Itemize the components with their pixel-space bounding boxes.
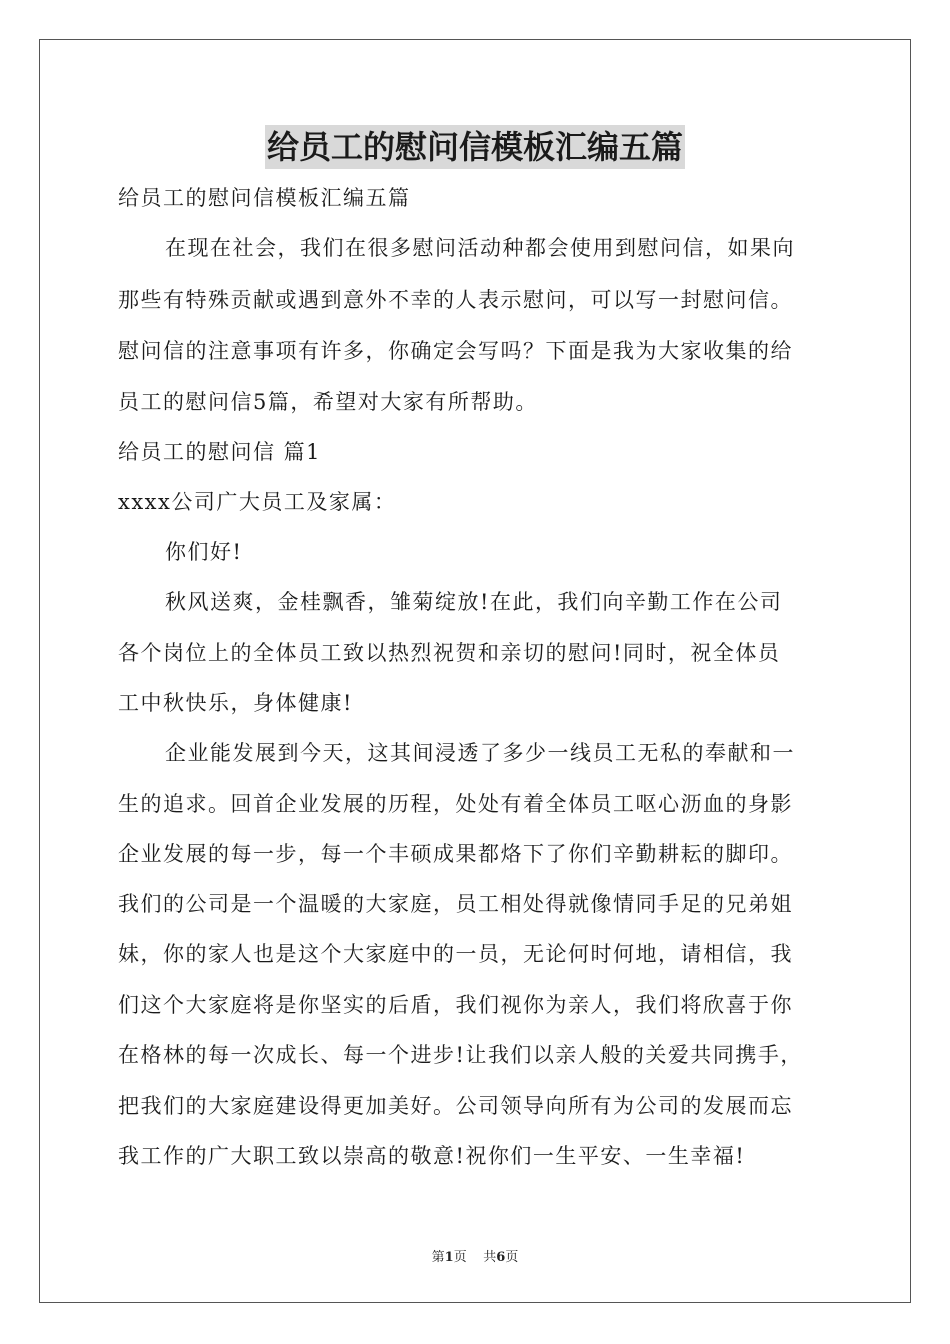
paragraph-line: 在现在社会，我们在很多慰问活动种都会使用到慰问信，如果向	[165, 236, 795, 260]
page-prefix: 第	[431, 1250, 445, 1265]
title-container	[0, 125, 950, 169]
paragraph-line: 员工的慰问信5篇，希望对大家有所帮助。	[118, 390, 538, 414]
greeting: 你们好!	[165, 540, 243, 564]
paragraph-line: 们这个大家庭将是你坚实的后盾，我们视你为亲人，我们将欣喜于你	[118, 993, 793, 1017]
paragraph-line: 我们的公司是一个温暖的大家庭，员工相处得就像情同手足的兄弟姐	[118, 892, 793, 916]
paragraph-line: 慰问信的注意事项有许多，你确定会写吗？下面是我为大家收集的给	[118, 339, 793, 363]
subtitle-line: 给员工的慰问信模板汇编五篇	[118, 186, 411, 210]
paragraph-line: 企业发展的每一步，每一个丰硕成果都烙下了你们辛勤耕耘的脚印。	[118, 842, 793, 866]
paragraph-line: 秋风送爽，金桂飘香，雏菊绽放!在此，我们向辛勤工作在公司	[165, 590, 783, 614]
page-number: 1	[444, 1250, 454, 1265]
paragraph-line: 妹，你的家人也是这个大家庭中的一员，无论何时何地，请相信，我	[118, 942, 793, 966]
total-suffix: 页	[505, 1250, 519, 1265]
paragraph-line: 把我们的大家庭建设得更加美好。公司领导向所有为公司的发展而忘	[118, 1094, 793, 1118]
page-suffix: 页	[453, 1250, 467, 1265]
paragraph-line: 在格林的每一次成长、每一个进步!让我们以亲人般的关爱共同携手，	[118, 1043, 803, 1067]
paragraph-line: 生的追求。回首企业发展的历程，处处有着全体员工呕心沥血的身影	[118, 792, 793, 816]
paragraph-line: 各个岗位上的全体员工致以热烈祝贺和亲切的慰问!同时，祝全体员	[118, 641, 781, 665]
paragraph-line: 企业能发展到今天，这其间浸透了多少一线员工无私的奉献和一	[165, 741, 795, 765]
total-prefix: 共	[483, 1250, 497, 1265]
paragraph-line: 那些有特殊贡献或遇到意外不幸的人表示慰问，可以写一封慰问信。	[118, 288, 793, 312]
section-heading: 给员工的慰问信 篇1	[118, 440, 322, 464]
total-pages: 6	[496, 1250, 506, 1265]
paragraph-line: 我工作的广大职工致以崇高的敬意!祝你们一生平安、一生幸福!	[118, 1144, 746, 1168]
salutation: xxxx公司广大员工及家属：	[118, 490, 397, 514]
page-footer	[0, 1246, 950, 1265]
document-title: 给员工的慰问信模板汇编五篇	[265, 125, 685, 169]
paragraph-line: 工中秋快乐，身体健康!	[118, 691, 353, 715]
